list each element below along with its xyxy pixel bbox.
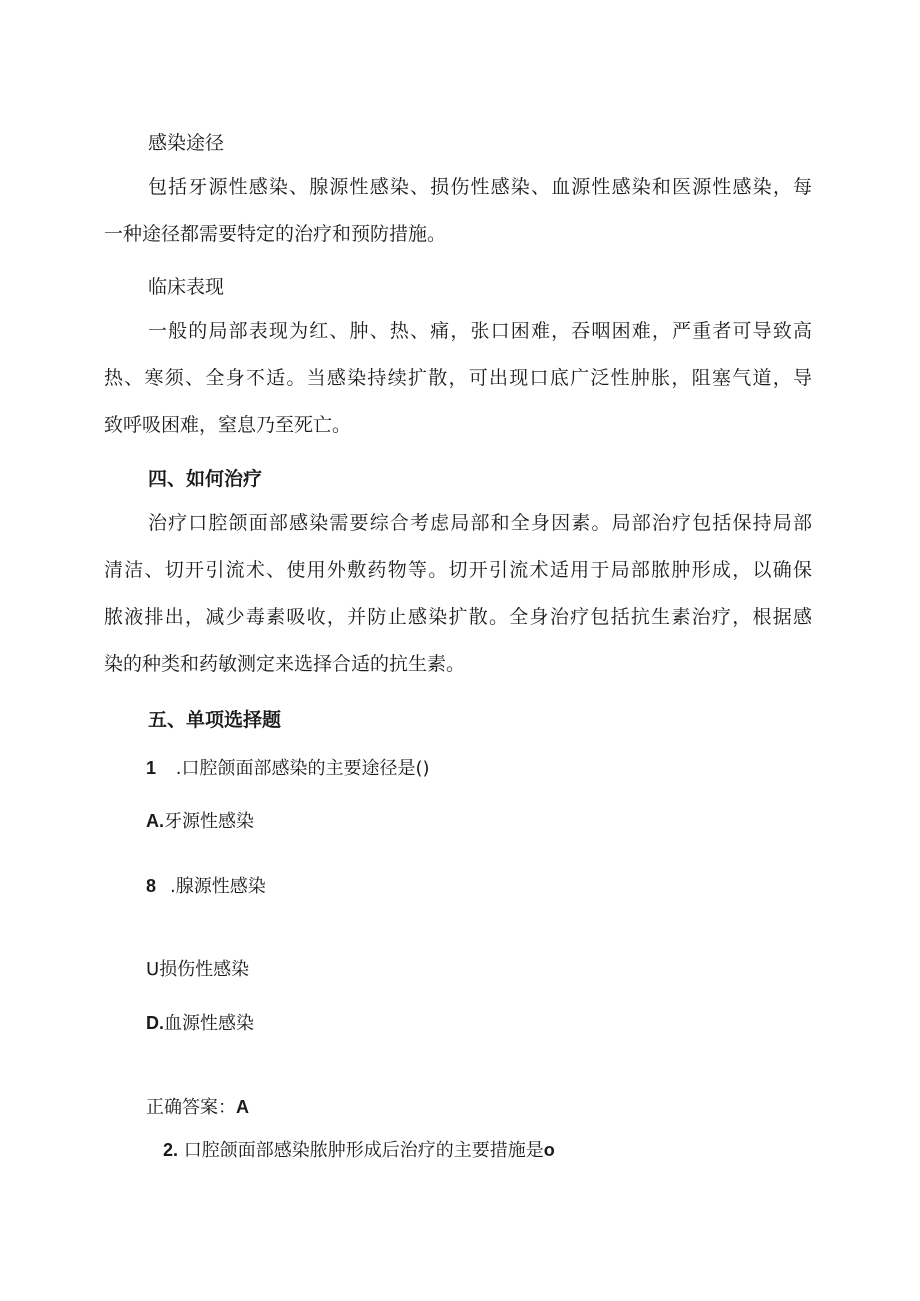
paragraph-line: 染的种类和药敏测定来选择合适的抗生素。 [104,653,466,675]
question-2 [163,1136,555,1162]
paragraph-infection-route [104,164,812,258]
answer-label: 正确答案： [146,1097,236,1118]
paragraph-line: 包括牙源性感染、腺源性感染、损伤性感染、血源性感染和医源性感染，每 [148,176,812,198]
heading-treatment: 四、如何治疗 [148,468,263,490]
option-label: A. [146,811,164,831]
option-text: 血源性感染 [164,1013,254,1034]
option-text: .腺源性感染 [170,876,266,897]
paragraph-line: 致呼吸困难，窒息乃至死亡。 [104,414,352,436]
paragraph-line: 热、寒须、全身不适。当感染持续扩散，可出现口底广泛性肿胀，阻塞气道，导 [104,367,812,389]
option-text: 损伤性感染 [159,959,250,980]
option-d [146,1009,254,1035]
question-text: .口腔颌面部感染的主要途径是() [175,758,430,779]
option-label: U [146,959,160,980]
paragraph-line: 一般的局部表现为红、肿、热、痛，张口困难，吞咽困难，严重者可导致高 [148,320,812,342]
paragraph-line: 治疗口腔颌面部感染需要综合考虑局部和全身因素。局部治疗包括保持局部 [148,512,812,534]
paragraph-line: 脓液排出，减少毒素吸收，并防止感染扩散。全身治疗包括抗生素治疗，根据感 [104,606,812,628]
heading-quiz: 五、单项选择题 [148,709,282,731]
question-number: 1 [146,758,157,778]
option-c [146,955,249,981]
question-text: 口腔颌面部感染脓肿形成后治疗的主要措施是 [183,1140,544,1161]
option-b [146,872,266,898]
heading-clinical: 临床表现 [148,276,225,298]
paragraph-treatment [104,500,812,688]
answer-1 [146,1093,249,1119]
question-tail: o [543,1140,555,1160]
answer-value: A [236,1097,249,1117]
question-number: 2. [163,1140,179,1160]
paragraph-line: 一种途径都需要特定的治疗和预防措施。 [104,223,447,245]
question-1 [146,754,430,780]
paragraph-line: 清洁、切开引流术、使用外敷药物等。切开引流术适用于局部脓肿形成，以确保 [104,559,812,581]
paragraph-clinical [104,308,812,449]
heading-infection-route: 感染途径 [148,132,225,154]
option-label: D. [146,1013,164,1033]
option-text: 牙源性感染 [164,811,254,832]
option-a [146,807,254,833]
option-label: 8 [146,876,157,896]
